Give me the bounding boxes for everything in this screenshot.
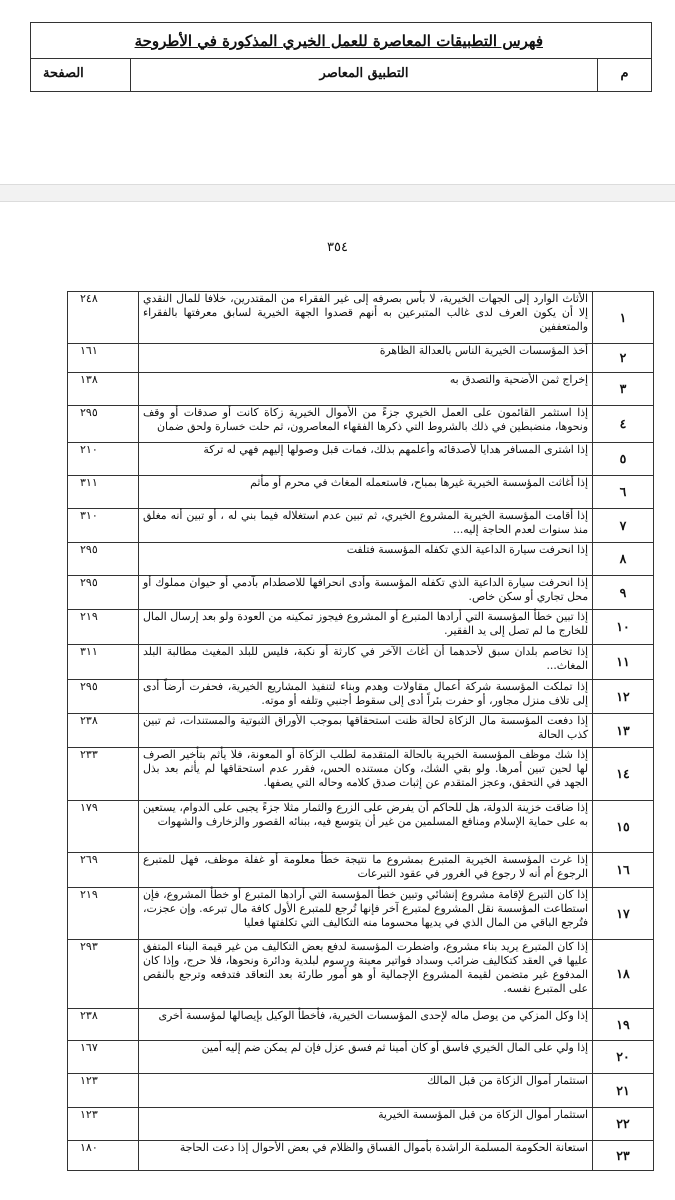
row-page-number: ١٧٩ — [68, 801, 139, 853]
row-page-number: ٢٦٩ — [68, 853, 139, 888]
table-row — [68, 1108, 654, 1141]
row-number: ٢٣ — [593, 1141, 654, 1171]
table-row — [68, 940, 654, 1009]
row-application-text: إذا تملكت المؤسسة شركة أعمال مقاولات وهدم وبناء لتنفيذ المشاريع الخيرية، فحفرت أرضاً أدى إلى تلاف منزل مجاور، أو حفرت بئراً أدى إلى سقوط أجنبي وتلفه أو موته. — [139, 680, 593, 714]
table-row — [68, 748, 654, 801]
row-number: ١٠ — [593, 610, 654, 645]
row-application-text: إذا دفعت المؤسسة مال الزكاة لحالة ظنت استحقاقها بموجب الأوراق الثبوتية والمستندات، ثم تبين كذب الحالة — [139, 714, 593, 748]
row-page-number: ٢٩٥ — [68, 543, 139, 576]
column-header-page: الصفحة — [31, 59, 131, 92]
row-application-text: إذا كان التبرع لإقامة مشروع إنشائي وتبين خطأ المؤسسة التي أرادها المتبرع أو خطأ المشروع، فإن استطاعت المؤسسة نقل المشروع لمتبرع آخر فإنها تُرجع للمتبرع الأول كافة مال تبرعه. وإن عجزت، فتُرجع الباقي من المال الذي في يديها محسوما منه التكاليف التي تكلفتها فعليا — [139, 888, 593, 940]
row-application-text: إذا تبين خطأ المؤسسة التي أرادها المتبرع أو المشروع فيجوز تمكينه من العودة ولو بعد إرسال المال للخارج ما لم تصل إلى يد الفقير. — [139, 610, 593, 645]
row-page-number: ٢٣٨ — [68, 1009, 139, 1041]
row-page-number: ٢١٩ — [68, 610, 139, 645]
row-application-text: إذا كان المتبرع يريد بناء مشروع، واضطرت المؤسسة لدفع بعض التكاليف من غير قيمة البناء المتفق عليها في العقد كتكاليف ضرائب وسداد فواتير معينة ورسوم لبلدية ودائرة ونحوها، فلا حرج، وإذا كان المدفوع غير متضمن لقيمة المشروع الإجمالية أو هو أمور طارئة بعد التعاقد فتدفعه وترجع بالنقص على المتبرع نفسه. — [139, 940, 593, 1009]
row-application-text: إخراج ثمن الأضحية والتصدق به — [139, 373, 593, 406]
row-page-number: ١٨٠ — [68, 1141, 139, 1171]
row-number: ٢٢ — [593, 1108, 654, 1141]
row-number: ٢١ — [593, 1074, 654, 1108]
row-application-text: إذا ضاقت خزينة الدولة، هل للحاكم أن يفرض على الزرع والثمار مثلا جزءً يجبى على الدوام، يستعين به على حماية الإسلام ومنافع المسلمين من غير أن يتوسع فيه، ببنائه القصور والزخارف والشهوات — [139, 801, 593, 853]
column-header-number: م — [597, 59, 651, 92]
page-number: ٣٥٤ — [327, 240, 348, 255]
row-number: ٢٠ — [593, 1041, 654, 1074]
table-row — [68, 406, 654, 443]
row-page-number: ٢٩٥ — [68, 576, 139, 610]
row-page-number: ٣١٠ — [68, 509, 139, 543]
row-page-number: ٢٤٨ — [68, 292, 139, 344]
table-row — [68, 292, 654, 344]
row-page-number: ٢٩٥ — [68, 680, 139, 714]
index-header-table — [30, 22, 652, 92]
row-number: ١ — [593, 292, 654, 344]
table-row — [68, 543, 654, 576]
row-application-text: إذا غرت المؤسسة الخيرية المتبرع بمشروع ما نتيجة خطأ معلومة أو غفلة موظف، فهل للمتبرع الرجوع أم أنه لا رجوع في الغرور في عقود التبرعات — [139, 853, 593, 888]
table-row — [68, 509, 654, 543]
table-row — [68, 576, 654, 610]
row-number: ١٩ — [593, 1009, 654, 1041]
row-page-number: ٢٩٥ — [68, 406, 139, 443]
row-page-number: ١٢٣ — [68, 1108, 139, 1141]
row-application-text: إذا استثمر القائمون على العمل الخيري جزءً من الأموال الخيرية زكاة كانت أو صدقات أو وقف ونحوها، منضبطين في ذلك بالشروط التي ذكرها الفقهاء المعاصرون، ثم حلت خسارة ولحق ضمان — [139, 406, 593, 443]
row-application-text: إذا شك موظف المؤسسة الخيرية بالحالة المتقدمة لطلب الزكاة أو المعونة، فلا يأثم بتأخير الصرف لها لحين تبين أمرها. ولو بقي الشك، وكان مستنده الحس، فقرر عدم استحقاقها لم يأثم بعد بذل الجهد في التحقق، وعجز المتقدم عن إثبات صدق كلامه وحاله التي يصفها. — [139, 748, 593, 801]
table-row — [68, 1009, 654, 1041]
row-page-number: ٢٣٨ — [68, 714, 139, 748]
row-application-text: إذا اشترى المسافر هدايا لأصدقائه وأعلمهم بذلك، فمات قبل وصولها إليهم فهي له تركة — [139, 443, 593, 476]
row-number: ١٢ — [593, 680, 654, 714]
row-number: ٥ — [593, 443, 654, 476]
table-row — [68, 645, 654, 680]
row-number: ٢ — [593, 344, 654, 373]
index-table-body — [68, 292, 654, 1171]
table-row — [68, 373, 654, 406]
row-number: ١٧ — [593, 888, 654, 940]
row-application-text: استثمار أموال الزكاة من قبل المؤسسة الخيرية — [139, 1108, 593, 1141]
row-application-text: إذا ولي على المال الخيري فاسق أو كان أمينا ثم فسق عزل فإن لم يمكن ضم إليه أمين — [139, 1041, 593, 1074]
row-application-text: الأثاث الوارد إلى الجهات الخيرية، لا بأس بصرفه إلى غير الفقراء من المقتدرين، خلافا للمال النقدي إلا أن يكون العرف لدى غالب المتبرعين به أنهم قصدوا الجهة الخيرية لسابق معرفتها بالفقراء والمتعففين — [139, 292, 593, 344]
table-row — [68, 888, 654, 940]
row-application-text: استعانة الحكومة المسلمة الراشدة بأموال الفساق والظلام في بعض الأحوال إذا دعت الحاجة — [139, 1141, 593, 1171]
row-page-number: ١٢٣ — [68, 1074, 139, 1108]
row-number: ١٥ — [593, 801, 654, 853]
row-number: ٤ — [593, 406, 654, 443]
row-number: ٦ — [593, 476, 654, 509]
row-number: ٣ — [593, 373, 654, 406]
index-title: فهرس التطبيقات المعاصرة للعمل الخيري المذكورة في الأطروحة — [31, 23, 651, 59]
row-number: ١٦ — [593, 853, 654, 888]
row-page-number: ٢١٠ — [68, 443, 139, 476]
row-number: ٧ — [593, 509, 654, 543]
row-page-number: ١٦٧ — [68, 1041, 139, 1074]
table-row — [68, 801, 654, 853]
row-number: ١١ — [593, 645, 654, 680]
table-row — [68, 853, 654, 888]
row-page-number: ٢١٩ — [68, 888, 139, 940]
row-page-number: ٣١١ — [68, 476, 139, 509]
row-page-number: ٢٩٣ — [68, 940, 139, 1009]
table-row — [68, 443, 654, 476]
row-application-text: إذا انحرفت سيارة الداعية الذي تكفله المؤسسة فتلفت — [139, 543, 593, 576]
row-page-number: ٢٣٣ — [68, 748, 139, 801]
column-header-application: التطبيق المعاصر — [319, 66, 409, 81]
row-application-text: أخذ المؤسسات الخيرية الناس بالعدالة الظاهرة — [139, 344, 593, 373]
row-number: ٨ — [593, 543, 654, 576]
table-row — [68, 610, 654, 645]
index-table — [67, 291, 654, 1171]
table-row — [68, 1074, 654, 1108]
row-application-text: إذا وكل المزكي من يوصل ماله لإحدى المؤسسات الخيرية، فأخطأ الوكيل بإيصالها لمؤسسة أخرى — [139, 1009, 593, 1041]
table-row — [68, 344, 654, 373]
row-number: ١٤ — [593, 748, 654, 801]
row-number: ١٣ — [593, 714, 654, 748]
table-row — [68, 1141, 654, 1171]
row-number: ١٨ — [593, 940, 654, 1009]
table-row — [68, 680, 654, 714]
row-number: ٩ — [593, 576, 654, 610]
row-application-text: استثمار أموال الزكاة من قبل المالك — [139, 1074, 593, 1108]
table-row — [68, 1041, 654, 1074]
row-page-number: ١٣٨ — [68, 373, 139, 406]
row-page-number: ٣١١ — [68, 645, 139, 680]
table-row — [68, 476, 654, 509]
row-application-text: إذا أقامت المؤسسة الخيرية المشروع الخيري، ثم تبين عدم استغلاله فيما بني له ، أو تبين أنه مغلق منذ سنوات لعدم الحاجة إليه... — [139, 509, 593, 543]
row-application-text: إذا انحرفت سيارة الداعية الذي تكفله المؤسسة وأدى انحرافها للاصطدام بآدمي أو حيوان مملوك أو محل تجاري أو سكن خاص. — [139, 576, 593, 610]
row-application-text: إذا أغاثت المؤسسة الخيرية غيرها بمباح، فاستعمله المغاث في محرم أو مأثم — [139, 476, 593, 509]
page-separator — [0, 184, 675, 202]
row-application-text: إذا تخاصم بلدان سبق لأحدهما أن أغاث الآخر في كارثة أو نكبة، فليس للبلد المغيث مطالبة البلد المغاث... — [139, 645, 593, 680]
table-row — [68, 714, 654, 748]
row-page-number: ١٦١ — [68, 344, 139, 373]
column-headers — [31, 59, 651, 92]
